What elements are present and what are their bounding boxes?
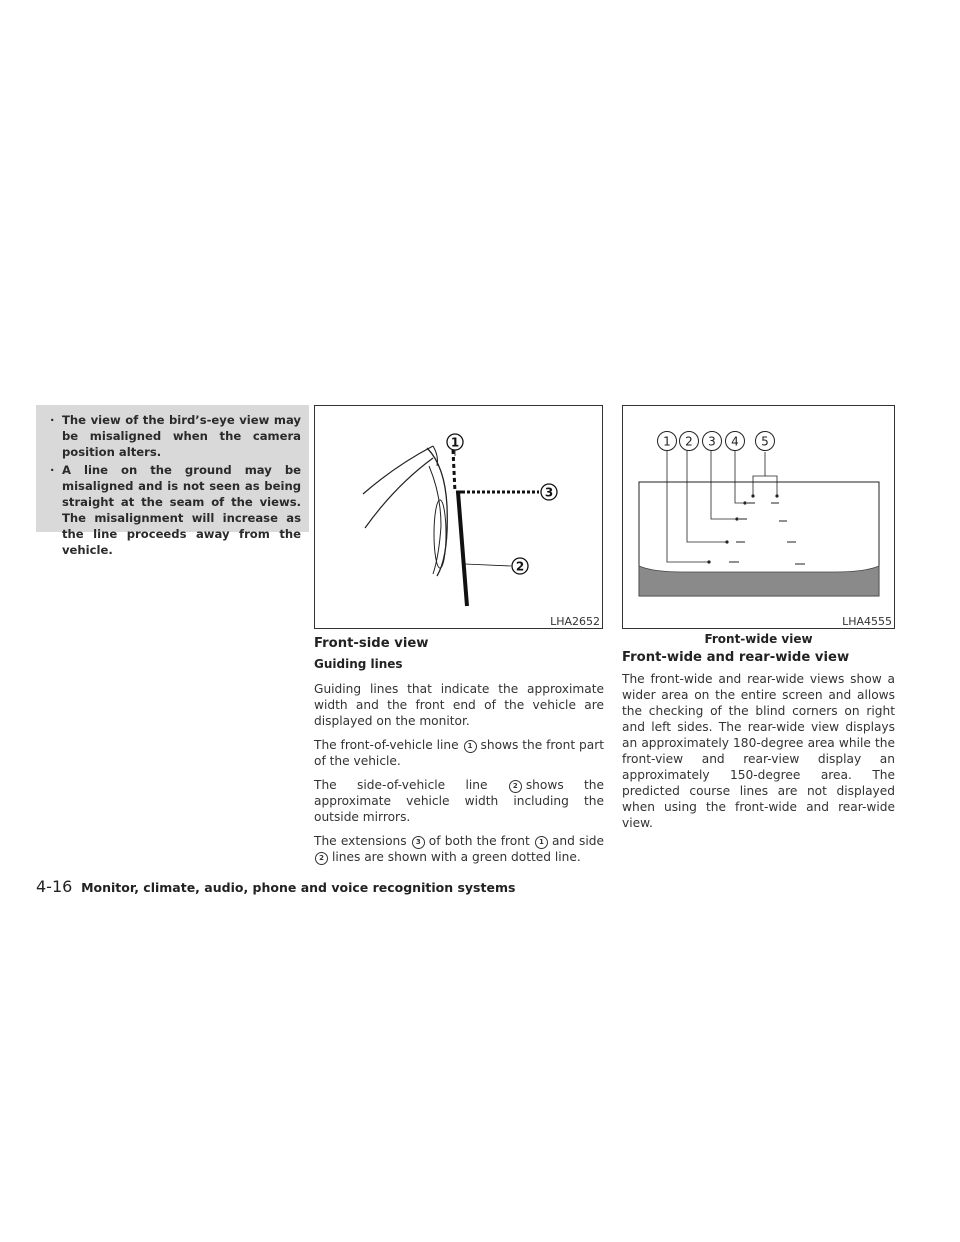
callout-3 [541, 484, 557, 500]
text-span: shows the approximate vehicle width including the outside mirrors. [314, 778, 605, 824]
callout-1 [658, 432, 677, 451]
svg-text:3: 3 [708, 434, 716, 449]
paragraph: Guiding lines that indicate the approximate width and the front end of the vehicle are displayed on the monitor. [314, 682, 604, 728]
text-span: The extensions [314, 834, 407, 848]
callout-1-icon: 1 [464, 740, 477, 753]
callout-3 [703, 432, 722, 451]
section-subtitle: Guiding lines [314, 657, 403, 671]
svg-text:1: 1 [663, 434, 671, 449]
warning-list [36, 405, 309, 558]
front-side-figure [314, 405, 603, 629]
text-span: lines are shown with a green dotted line. [332, 850, 581, 864]
warning-text: The view of the bird’s-eye view may be misaligned when the camera position alters. [62, 413, 301, 459]
section-title: Front-side view [314, 636, 429, 651]
svg-text:1: 1 [450, 435, 460, 450]
svg-text:2: 2 [685, 434, 693, 449]
callout-2 [512, 558, 528, 574]
callout-1-icon: 1 [535, 836, 548, 849]
front-wide-figure [622, 405, 895, 629]
warning-item [50, 412, 301, 460]
paragraph [314, 833, 604, 865]
svg-text:5: 5 [761, 434, 769, 449]
paragraph [314, 777, 604, 825]
bullet-icon: · [50, 413, 55, 427]
figure-code: LHA4555 [842, 615, 892, 628]
chapter-title: Monitor, climate, audio, phone and voice recognition systems [81, 880, 516, 895]
callout-1 [447, 434, 463, 450]
page-footer [36, 877, 515, 896]
svg-text:3: 3 [544, 485, 554, 500]
warning-box [36, 405, 309, 557]
warning-text: A line on the ground may be misaligned and is not seen as being straight at the seam of the views. The misalignment will increase as the line proceeds away from the vehicle. [62, 463, 301, 557]
callout-2 [680, 432, 699, 451]
page-number: 4-16 [36, 877, 73, 896]
callout-5 [756, 432, 775, 451]
figure-caption: Front-wide view [704, 632, 813, 646]
front-side-diagram [315, 406, 602, 628]
paragraph [314, 737, 604, 769]
text-span: of both the front [428, 834, 530, 848]
text-span: The front-of-vehicle line [314, 738, 459, 752]
front-side-section [314, 636, 604, 873]
text-span: and side [551, 834, 605, 848]
svg-text:2: 2 [515, 559, 525, 574]
callout-2-icon: 2 [315, 852, 328, 865]
svg-text:4: 4 [731, 434, 739, 449]
front-wide-diagram [623, 406, 894, 628]
section-title: Front-wide and rear-wide view [622, 650, 850, 665]
callout-4 [726, 432, 745, 451]
callout-3-icon: 3 [412, 836, 425, 849]
front-wide-section [622, 650, 895, 839]
text-span: shows the front part of the vehicle. [314, 738, 604, 768]
bullet-icon: · [50, 463, 55, 477]
warning-item [50, 462, 301, 558]
text-span: The side-of-vehicle line [314, 778, 488, 792]
callout-2-icon: 2 [509, 780, 522, 793]
paragraph: The front-wide and rear-wide views show a wider area on the entire screen and allows the checking of the blind corners on right and left sides. The rear-wide view displays an approximately 180-degree area while the front-view and rear-view display an approximately 150-degree area. The predicted course lines are not displayed when using the front-wide and rear-wide view. [622, 672, 895, 830]
figure-code: LHA2652 [550, 615, 600, 628]
